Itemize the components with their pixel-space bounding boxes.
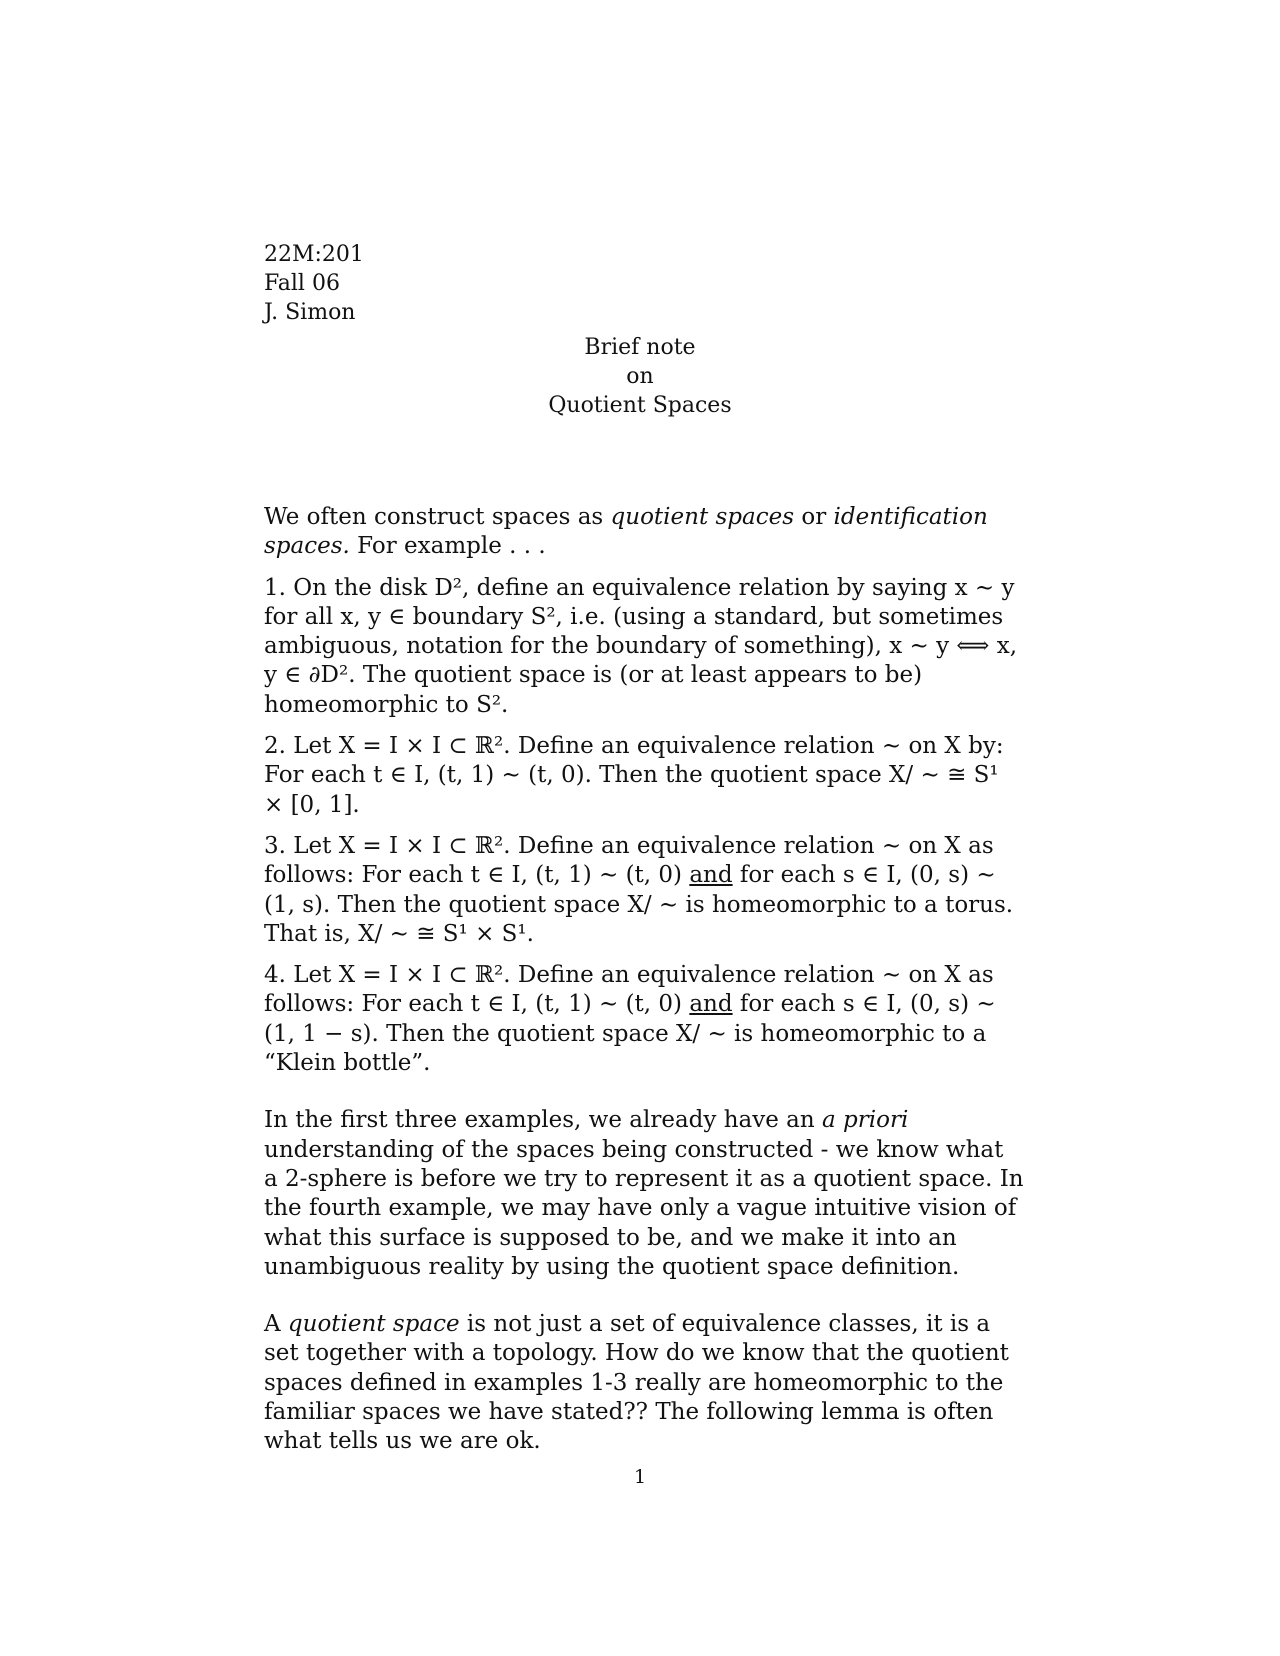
example-3 — [264, 832, 1024, 949]
intro-paragraph — [264, 503, 1024, 562]
para1-text-2: understanding of the spaces being constructed - we know what a 2-sphere is before we try to represent it as a quotient space. In the fourth example, we may have only a vague intuitive vision of what this surface is supposed to be, and we make it into an unambiguous reality by using the quotient space definition. — [264, 1136, 1024, 1280]
page-title — [0, 333, 1280, 420]
intro-text-3: For example . . . — [349, 533, 546, 560]
intro-text-1: We often construct spaces as — [264, 504, 611, 530]
example-1: 1. On the disk D², define an equivalence relation by saying x ∼ y for all x, y ∈ boundary S², i.e. (using a standard, but sometimes ambiguous, notation for the boundary of something), x ∼ y ⟺ x, y ∈ ∂D². The quotient space is (or at least appears to be) homeomorphic to S². — [264, 574, 1018, 718]
document-body — [264, 503, 1024, 1457]
example-2: 2. Let X = I × I ⊂ ℝ². Define an equivalence relation ∼ on X by: For each t ∈ I, (t, 1) ∼ (t, 0). Then the quotient space X/ ∼ ≅ S¹ × [0, 1]. — [264, 733, 1004, 818]
para2-emphasis: quotient space — [287, 1311, 460, 1338]
course-code: 22M:201 — [264, 242, 364, 267]
para1-emphasis: a priori — [822, 1107, 909, 1134]
para1-text-1: In the first three examples, we already have an — [264, 1107, 822, 1134]
intro-text-2: or — [794, 504, 834, 530]
title-line-3: Quotient Spaces — [548, 393, 732, 418]
para2-text-1: A — [264, 1311, 288, 1338]
course-author: J. Simon — [264, 300, 356, 325]
para2-text-2: is not just a set of equivalence classes, it is a set together with a topology. How do we know that the quotient spaces defined in examples 1-3 really are homeomorphic to the familiar spaces we have stated?? The following lemma is often what tells us we are ok. — [264, 1311, 1009, 1455]
paragraph-a-priori — [264, 1106, 1024, 1282]
example-4 — [264, 961, 1024, 1078]
course-term: Fall 06 — [264, 271, 340, 296]
paragraph-quotient-space — [264, 1310, 1024, 1456]
example-3-text-2: for each s ∈ I, (0, s) ∼ (1, s). Then the quotient space X/ ∼ is homeomorphic to a torus. That is, X/ ∼ ≅ S¹ × S¹. — [264, 862, 1014, 947]
title-line-2: on — [626, 364, 654, 389]
example-3-text-1: 3. Let X = I × I ⊂ ℝ². Define an equivalence relation ∼ on X as follows: For each t ∈ I, (t, 1) ∼ (t, 0) — [264, 832, 994, 889]
example-4-text-1: 4. Let X = I × I ⊂ ℝ². Define an equivalence relation ∼ on X as follows: For each t ∈ I, (t, 1) ∼ (t, 0) — [264, 962, 994, 1018]
example-3-underlined: and — [689, 862, 733, 889]
example-4-text-2: for each s ∈ I, (0, s) ∼ (1, 1 − s). Then the quotient space X/ ∼ is homeomorphic to a “Klein bottle”. — [264, 991, 996, 1077]
title-line-1: Brief note — [584, 335, 696, 360]
course-header — [264, 240, 364, 327]
intro-emphasis-1: quotient spaces — [610, 504, 795, 530]
example-4-underlined: and — [689, 991, 733, 1018]
page-number: 1 — [633, 1466, 647, 1488]
intro-emphasis-2: identification spaces. — [264, 504, 988, 560]
